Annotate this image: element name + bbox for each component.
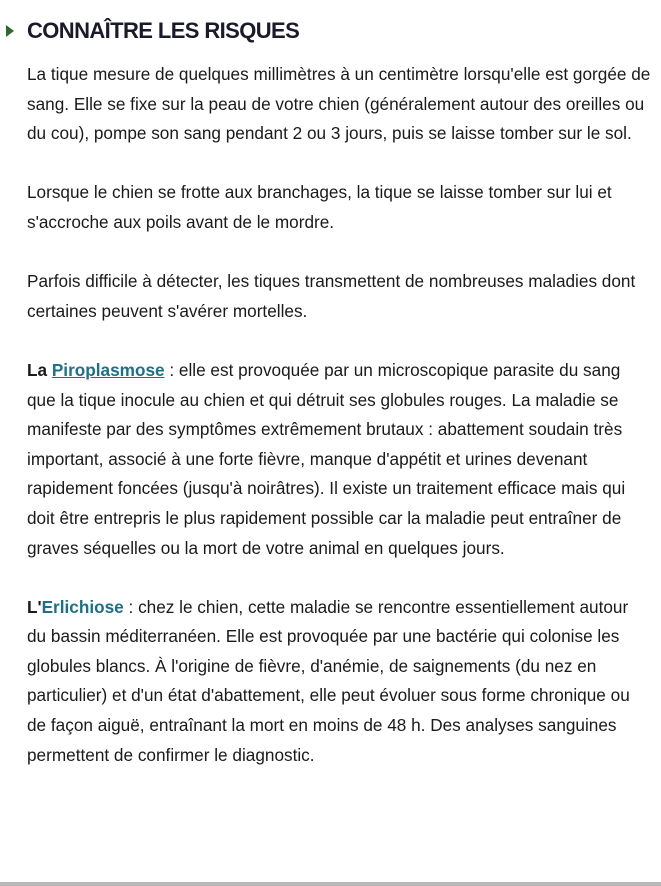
erlichiose-text: : chez le chien, cette maladie se rencontre essentiellement autour du bassin méditerranéen. Elle est provoquée par une bactérie qui colonise les globules blancs. À l'origine de fièvre, d'anémie, de saignements (du nez en particulier) et d'un état d'abattement, elle peut évoluer sous forme chronique ou de façon aiguë, entraînant la mort en moins de 48 h. Des analyses sanguines permettent de confirmer le diagnostic. — [27, 596, 630, 765]
paragraph-piroplasmose — [27, 356, 652, 563]
paragraph-tick-behavior: Lorsque le chien se frotte aux branchages, la tique se laisse tomber sur lui et s'accroche aux poils avant de le mordre. — [27, 182, 612, 232]
paragraph-tick-description: La tique mesure de quelques millimètres à un centimètre lorsqu'elle est gorgée de sang. Elle se fixe sur la peau de votre chien (généralement autour des oreilles ou du cou), pompe son sang pendant 2 ou 3 jours, puis se laisse tomber sur le sol. — [27, 64, 651, 144]
piroplasmose-link[interactable]: Piroplasmose — [51, 359, 165, 380]
section-title: CONNAÎTRE LES RISQUES — [27, 18, 300, 43]
bottom-divider — [0, 882, 661, 886]
section-header — [0, 14, 299, 48]
paragraph-erlichiose — [27, 593, 652, 771]
erlichiose-prefix: L' — [27, 596, 42, 617]
piroplasmose-prefix: La — [27, 359, 52, 380]
piroplasmose-text: : elle est provoquée par un microscopique parasite du sang que la tique inocule au chien et qui détruit ses globules rouges. La maladie se manifeste par des symptômes extrêmement brutaux : abattement soudain très important, associé à une forte fièvre, manque d'appétit et urines devenant rapidement foncées (jusqu'à noirâtres). Il existe un traitement efficace mais qui doit être entrepris le plus rapidement possible car la maladie peut entraîner de graves séquelles ou la mort de votre animal en quelques jours. — [27, 359, 626, 558]
article-body — [27, 60, 652, 770]
arrow-right-icon — [6, 25, 14, 37]
erlichiose-term: Erlichiose — [41, 596, 124, 617]
paragraph-diseases-intro: Parfois difficile à détecter, les tiques transmettent de nombreuses maladies dont certaines peuvent s'avérer mortelles. — [27, 271, 636, 321]
